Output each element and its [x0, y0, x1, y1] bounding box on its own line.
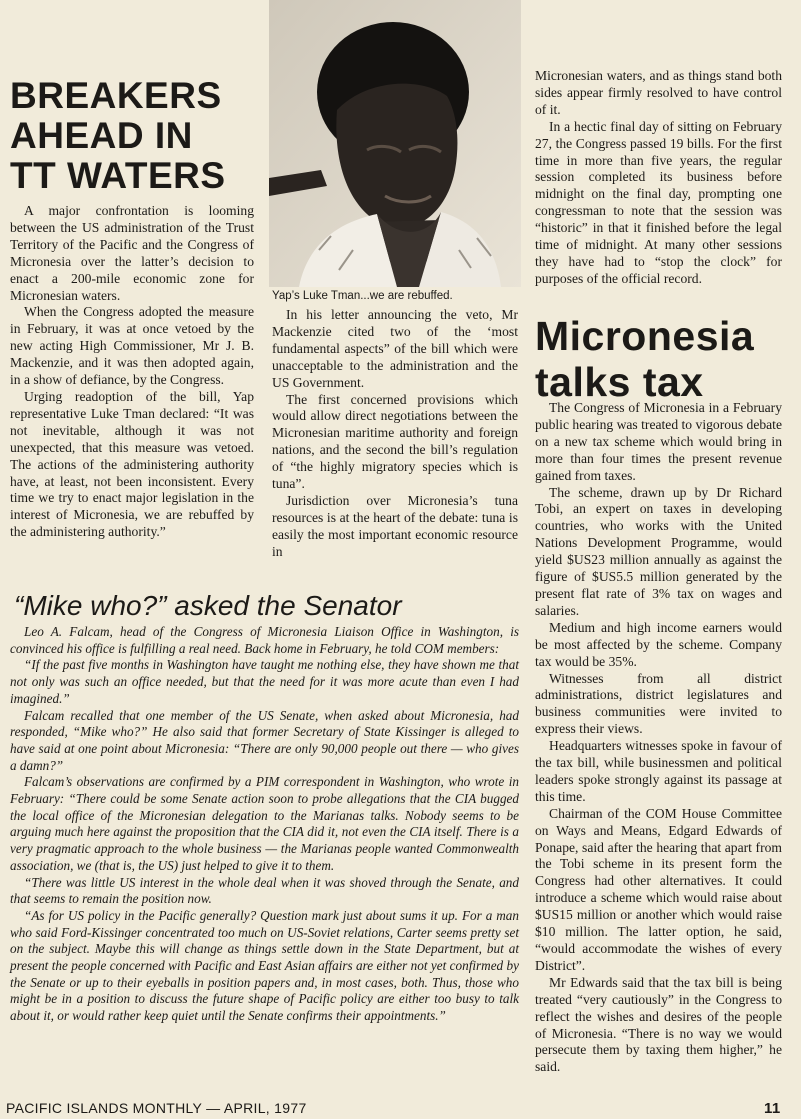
- paragraph: Witnesses from all district administrations, district legislatures and business communities were invited to express their views.: [535, 670, 782, 737]
- paragraph: When the Congress adopted the measure in February, it was at once vetoed by the new acting High Commissioner, Mr J. B. Mackenzie, and it was then adopted again, in a show of defiance, by the Congress.: [10, 304, 254, 388]
- paragraph: In a hectic final day of sitting on February 27, the Congress passed 19 bills. For the first time in more than five years, the regular session completed its business before midnight on the final day, prompting one congressman to note that the session was “historic” in that it finished before the legal time of midnight. At many other sessions they have had to “stop the clock” for purposes of the official record.: [535, 118, 782, 286]
- paragraph: Medium and high income earners would be most affected by the scheme. Company tax would be 35%.: [535, 619, 782, 669]
- paragraph: A major confrontation is looming between the US administration of the Trust Territory of the Pacific and the Congress of Micronesia over the latter’s decision to enact a 200-mile economic zone for Micronesian waters.: [10, 203, 254, 303]
- paragraph: “If the past five months in Washington have taught me nothing else, they have shown me that not only was such an office needed, but that the need for it was more acute than even I had imagined.”: [10, 657, 519, 706]
- article1-column-2: [272, 307, 518, 561]
- paragraph: Jurisdiction over Micronesia’s tuna resources is at the heart of the debate: tuna is easily the most important economic resource in: [272, 492, 518, 559]
- paragraph: The Congress of Micronesia in a February public hearing was treated to vigorous debate on a new tax scheme which would bring in more than four times the present revenue gained from taxes.: [535, 400, 782, 483]
- publication-footer: PACIFIC ISLANDS MONTHLY — APRIL, 1977: [6, 1100, 307, 1116]
- paragraph: “There was little US interest in the whole deal when it was shoved through the Senate, and that seems to remain the position now.: [10, 874, 519, 907]
- paragraph: Micronesian waters, and as things stand both sides appear firmly resolved to have control of it.: [535, 68, 782, 117]
- paragraph: The first concerned provisions which would allow direct negotiations between the Micronesian maritime authority and foreign nations, and the second the bill’s regulation of “the highly migratory species which is tuna”.: [272, 391, 518, 492]
- photo-caption: Yap’s Luke Tman...we are rebuffed.: [272, 290, 453, 302]
- article2-headline: [535, 313, 785, 405]
- paragraph: “As for US policy in the Pacific generally? Question mark just about sums it up. For a man who said Ford-Kissinger concentrated too much on US-Soviet relations, Carter seems pretty set on the subject. Maybe this will change as things settle down in the State Department, but at present the people concerned with Pacific and East Asian affairs are either not yet confirmed by the Senate or up to their eyeballs in position papers and, in most cases, both. Thus, those who might be in a position to discuss the future shape of Pacific policy are either too busy to talk about it, or would rather keep quiet until the Senate confirms their appointments.”: [10, 907, 519, 1024]
- paragraph: Mr Edwards said that the tax bill is being treated “very cautiously” in the Congress to reflect the wishes and desires of the people of Micronesia. “There is no way we would persecute them by taxing them higher,” he said.: [535, 974, 782, 1075]
- paragraph: Falcam’s observations are confirmed by a PIM correspondent in Washington, who wrote in February: “There could be some Senate action soon to probe allegations that the CIA bugged the local office of the Micronesian delegation to the Marianas talks. Nobody seems to be arguing much here against the proposition that the CIA did it, not even the CIA itself. There is a very pragmatic approach to the whole business — the Marianas people wanted Commonwealth association, we (that is, the US) just helped to give it to them.: [10, 774, 519, 873]
- portrait-photo: [269, 0, 521, 287]
- headline-line-2: AHEAD IN: [10, 115, 193, 156]
- article1-column-1: [10, 203, 254, 541]
- article1-column-3: [535, 68, 782, 288]
- paragraph: Leo A. Falcam, head of the Congress of Micronesia Liaison Office in Washington, is convinced his office is fulfilling a real need. Back home in February, he told COM members:: [10, 624, 519, 656]
- article3-headline: “Mike who?” asked the Senator: [14, 590, 402, 621]
- article3-body: [10, 624, 519, 1025]
- paragraph: Chairman of the COM House Committee on Ways and Means, Edgard Edwards of Ponape, said after the hearing that apart from the Tobi scheme in its present form the Congress had other alternatives. It could introduce a scheme which would raise about $US15 million or another which would raise $10 million. The latter option, he said, “would accommodate the wishes of every District”.: [535, 805, 782, 973]
- paragraph: Headquarters witnesses spoke in favour of the tax bill, while businessmen and political leaders spoke strongly against its passage at this time.: [535, 738, 782, 804]
- headline-line-2: talks tax: [535, 359, 704, 405]
- headline-line-1: Micronesia: [535, 313, 755, 359]
- headline-line-1: BREAKERS: [10, 75, 222, 116]
- paragraph: In his letter announcing the veto, Mr Mackenzie cited two of the ‘most fundamental aspects” of the bill which were unacceptable to the administration and the US Government.: [272, 307, 518, 390]
- paragraph: Falcam recalled that one member of the US Senate, when asked about Micronesia, had responded, “Mike who?” He also said that former Secretary of State Kissinger is alleged to have said at one point about Micronesia: “There are only 90,000 people out there — who gives a damn?”: [10, 707, 519, 773]
- article2-body: [535, 400, 782, 1076]
- paragraph: The scheme, drawn up by Dr Richard Tobi, an expert on taxes in developing countries, who works with the United Nations Development Programme, would yield $US23 million annually as against the figure of $US5.5 million generated by the present flat rate of 3% tax on wages and salaries.: [535, 484, 782, 618]
- portrait-photo-image: [269, 0, 521, 287]
- article1-headline: [10, 76, 265, 196]
- page-number: 11: [764, 1100, 781, 1117]
- headline-line-3: TT WATERS: [10, 155, 226, 196]
- paragraph: Urging readoption of the bill, Yap representative Luke Tman declared: “It was not inevitable, although it was not unexpected, that this measure was vetoed. The actions of the administering authority have, at least, not been inconsistent. Every time we try to enact major legislation in the interest of Micronesia, we are rebuffed by the administering authority.”: [10, 388, 254, 540]
